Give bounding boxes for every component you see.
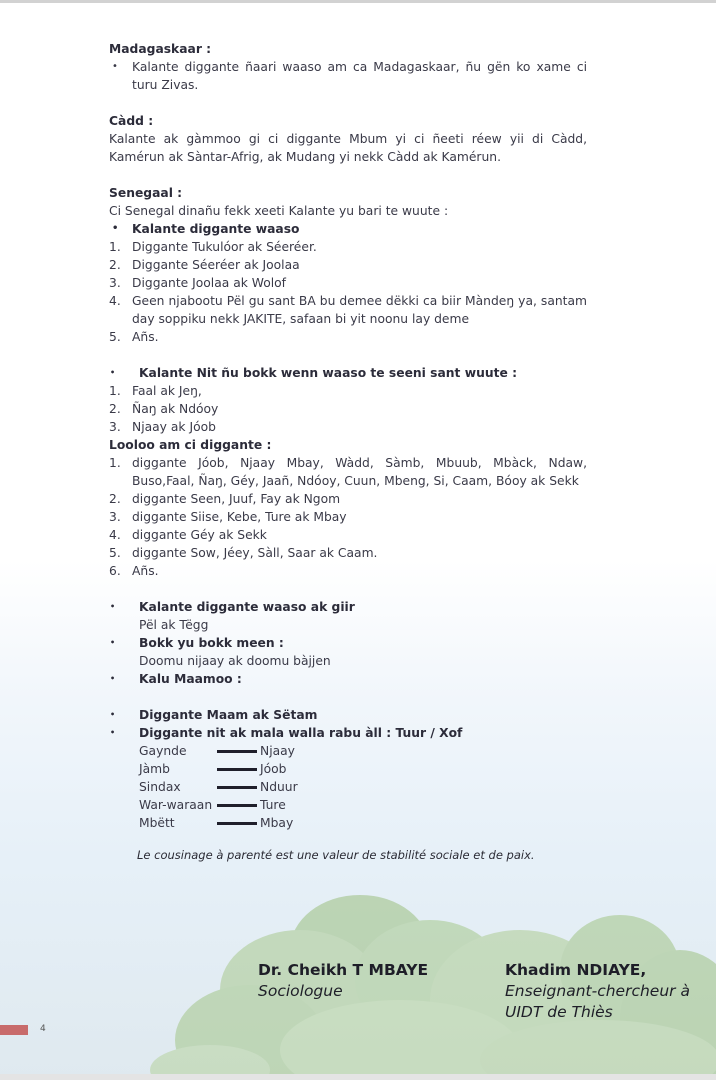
list-item: 3. Njaay ak Jóob [109,420,216,434]
group-title: Kalu Maamoo : [139,672,242,686]
list-item: 2. Ñaŋ ak Ndóoy [109,402,219,416]
list-item: 2. diggante Seen, Juuf, Fay ak Ngom [109,492,341,506]
chad-paragraph: Kalante ak gàmmoo gi ci diggante Mbum yi ci ñeeti réew yii di Càdd, Kamérun ak Sàntar-Afrig, ak Mudang yi nekk Càdd ak Kamérun. [109,132,587,164]
ethnic-item: Añs. [132,330,159,344]
list-item: 4. Geen njabootu Pël gu sant BA bu demee dëkki ca biir Màndeŋ ya, santam day soppiku nekk JAKITE, safaan bi yit noonu lay deme [109,294,587,326]
document-body [109,40,587,832]
examples-heading: Looloo am ci diggante : [109,438,272,452]
examples-item: diggante Géy ak Sekk [132,528,267,542]
list-item: 5. Añs. [109,330,159,344]
bullet-icon: • [110,674,116,683]
page-top-edge [0,0,716,3]
totem-animal: War-waraan [139,798,213,812]
bullet-icon: • [110,368,116,377]
signature-block [505,960,713,1023]
ethnic-item: Geen njabootu Pël gu sant BA bu demee dëkki ca biir Màndeŋ ya, santam day soppiku nekk JAKITE, safaan bi yit noonu lay deme [132,294,587,326]
list-item: 4. diggante Géy ak Sekk [109,528,267,542]
totem-family: Njaay [260,744,295,758]
madagascar-heading: Madagaskaar : [109,42,212,56]
bullet-icon: • [112,223,119,234]
page-bottom-edge [0,1074,716,1080]
bullet-icon: • [110,602,116,611]
list-item: 3. diggante Siise, Kebe, Ture ak Mbay [109,510,347,524]
page-accent-bar [0,1025,28,1035]
ethnic-item: Diggante Séeréer ak Joolaa [132,258,300,272]
totem-row [109,796,587,814]
dash-line [217,822,257,825]
signatory-name: Khadim NDIAYE, [505,961,647,979]
totem-family: Jóob [260,762,287,776]
bullet-icon: • [112,61,118,72]
totem-row [109,760,587,778]
totem-family: Nduur [260,780,298,794]
ethnic-item: Diggante Tukulóor ak Séeréer. [132,240,317,254]
list-item [109,670,587,688]
names-item: Ñaŋ ak Ndóoy [132,402,219,416]
totem-animal: Jàmb [139,762,170,776]
bullet-icon: • [110,728,116,737]
signatory-title: Sociologue [258,982,343,1000]
totem-family: Mbay [260,816,294,830]
ethnic-item: Diggante Joolaa ak Wolof [132,276,286,290]
totem-animal: Mbëtt [139,816,175,830]
totem-title-2: Diggante nit ak mala walla rabu àll : Tuur / Xof [139,726,463,740]
list-item [109,634,587,652]
list-item [109,598,587,616]
examples-item: Añs. [132,564,159,578]
signatory-title: Enseignant-chercheur à UIDT de Thiès [505,982,690,1021]
totem-animal: Sindax [139,780,181,794]
names-kinship-title: Kalante Nit ñu bokk wenn waaso te seeni sant wuute : [139,366,517,380]
senegal-heading: Senegaal : [109,186,183,200]
signatory-name: Dr. Cheikh T MBAYE [258,961,429,979]
list-item: 2. Diggante Séeréer ak Joolaa [109,258,300,272]
list-item [109,724,587,742]
list-item [109,58,587,94]
names-item: Njaay ak Jóob [132,420,216,434]
list-item [109,364,587,382]
examples-item: diggante Seen, Juuf, Fay ak Ngom [132,492,341,506]
page-number: 4 [40,1024,46,1034]
examples-item: diggante Jóob, Njaay Mbay, Wàdd, Sàmb, Mbuub, Mbàck, Ndaw, Buso,Faal, Ñaŋ, Géy, Jaañ, Ndóoy, Cuun, Mbeng, Si, Caam, Bóoy ak Sekk [132,456,587,488]
signature-block [258,960,458,1002]
closing-quote: Le cousinage à parenté est une valeur de stabilité sociale et de paix. [137,848,535,862]
totem-family: Ture [260,798,286,812]
madagascar-item: Kalante diggante ñaari waaso am ca Madagaskaar, ñu gën ko xame ci turu Zivas. [132,60,587,92]
examples-item: diggante Sow, Jéey, Sàll, Saar ak Caam. [132,546,378,560]
group-title: Bokk yu bokk meen : [139,636,284,650]
totem-row [109,742,587,760]
list-item: 1. diggante Jóob, Njaay Mbay, Wàdd, Sàmb, Mbuub, Mbàck, Ndaw, Buso,Faal, Ñaŋ, Géy, Jaañ, Ndóoy, Cuun, Mbeng, Si, Caam, Bóoy ak Sekk [109,456,587,488]
group-text: Doomu nijaay ak doomu bàjjen [139,654,331,668]
group-title: Kalante diggante waaso ak giir [139,600,355,614]
dash-line [217,804,257,807]
totem-title-1: Diggante Maam ak Sëtam [139,708,318,722]
list-item [109,220,587,238]
group-text: Pël ak Tëgg [139,618,209,632]
chad-heading: Càdd : [109,114,154,128]
totem-row [109,814,587,832]
dash-line [217,768,257,771]
bullet-icon: • [110,710,116,719]
bullet-icon: • [110,638,116,647]
list-item: 5. diggante Sow, Jéey, Sàll, Saar ak Caam. [109,546,378,560]
dash-line [217,750,257,753]
totem-animal: Gaynde [139,744,187,758]
list-item [109,706,587,724]
examples-item: diggante Siise, Kebe, Ture ak Mbay [132,510,347,524]
list-item: 1. Faal ak Jeŋ, [109,384,202,398]
totem-row [109,778,587,796]
list-item: 6. Añs. [109,564,159,578]
names-item: Faal ak Jeŋ, [132,384,202,398]
ethnic-kinship-title: Kalante diggante waaso [132,222,300,236]
dash-line [217,786,257,789]
list-item: 1. Diggante Tukulóor ak Séeréer. [109,240,317,254]
list-item: 3. Diggante Joolaa ak Wolof [109,276,286,290]
senegal-intro: Ci Senegal dinañu fekk xeeti Kalante yu bari te wuute : [109,204,449,218]
